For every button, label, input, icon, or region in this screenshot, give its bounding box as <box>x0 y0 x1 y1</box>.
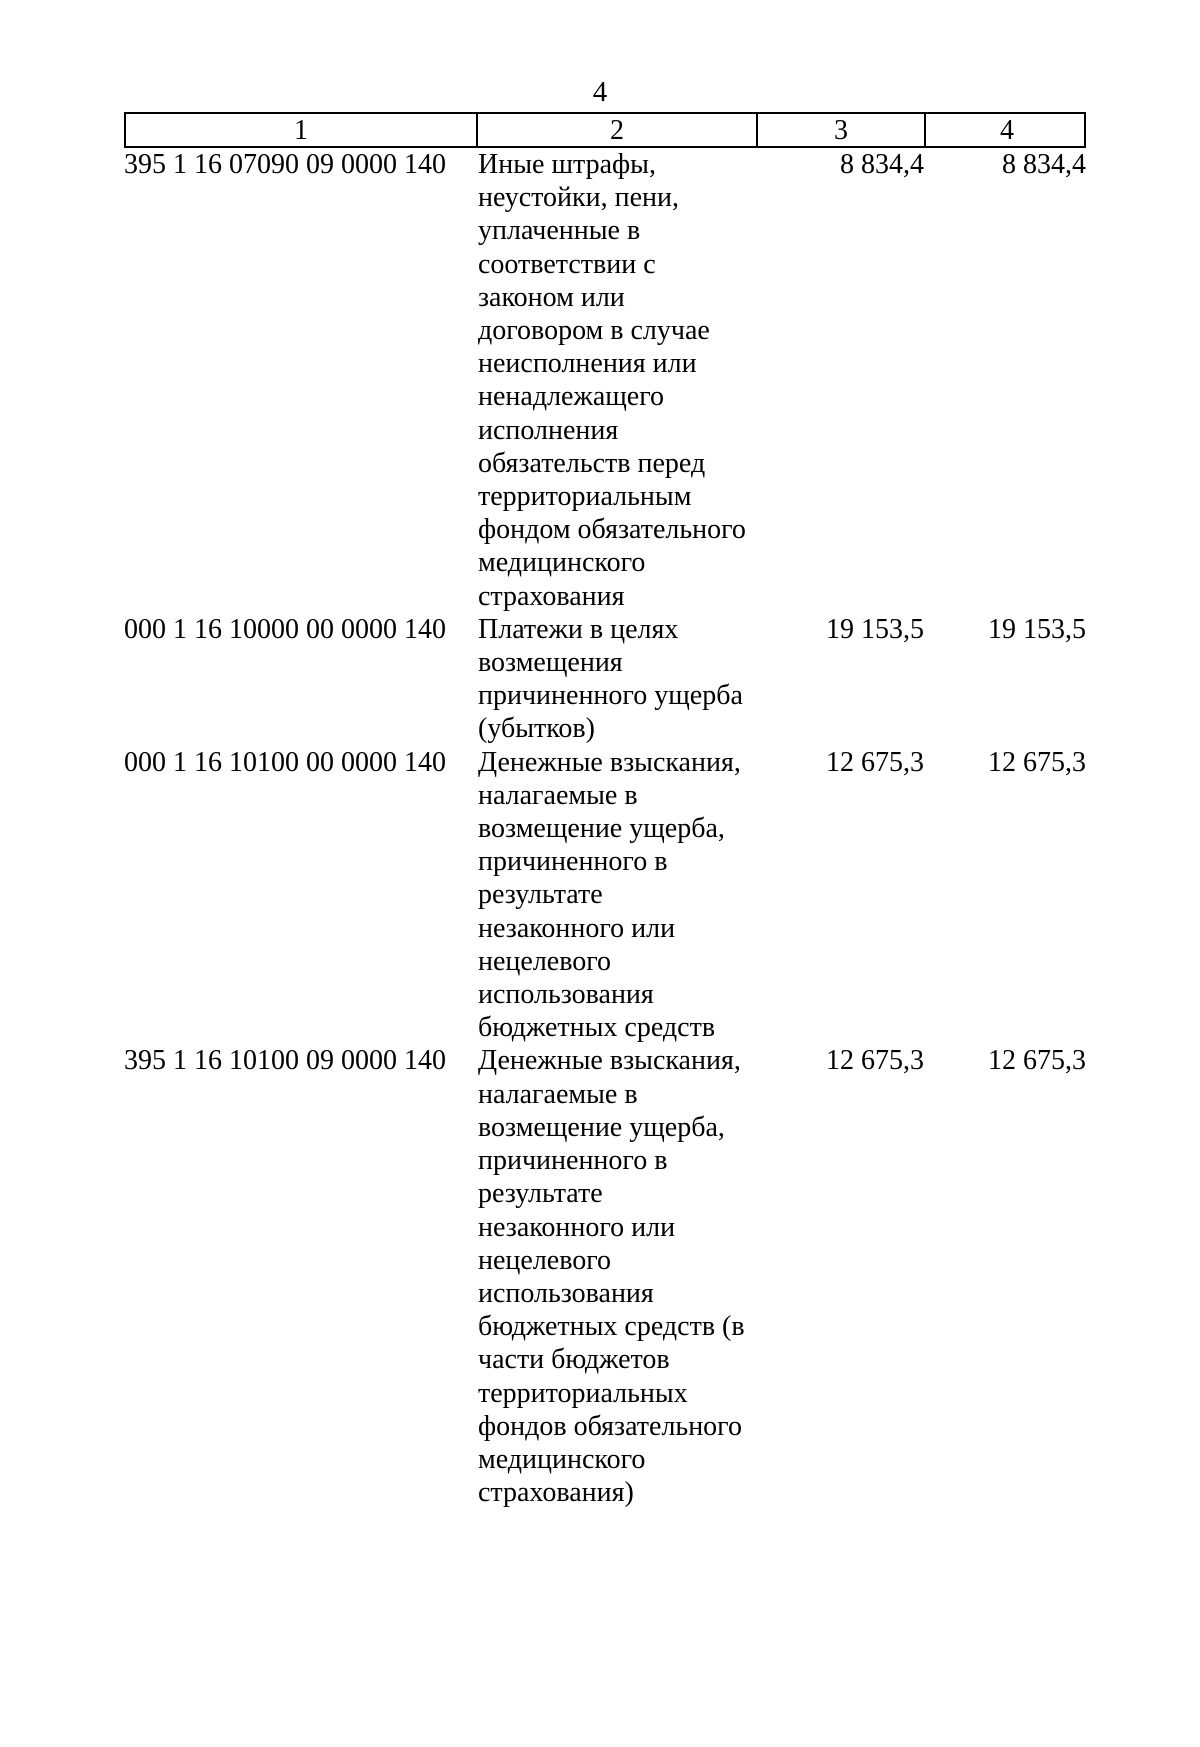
row-value-col3: 8 834,4 <box>840 149 924 180</box>
row-value-col3: 19 153,5 <box>826 613 924 645</box>
budget-table <box>124 112 1086 1509</box>
row-code: 000 1 16 10000 00 0000 140 <box>124 613 446 645</box>
row-code: 395 1 16 07090 09 0000 140 <box>124 149 446 180</box>
header-col-2: 2 <box>478 114 758 147</box>
row-name: Денежные взыскания, налагаемые в возмещение ущерба, причиненного в результате незаконного или нецелевого использования бюджетных средств (в части бюджетов территориальных фондов обязательного медицинского страхования) <box>478 1045 745 1509</box>
row-value-col4: 12 675,3 <box>988 1045 1086 1077</box>
row-name: Денежные взыскания, налагаемые в возмещение ущерба, причиненного в результате незаконного или нецелевого использования бюджетных средств <box>478 746 741 1044</box>
row-name: Иные штрафы, неустойки, пени, уплаченные в соответствии с законом или договором в случае неисполнения или ненадлежащего исполнения обязательств перед территориальным фондом обязательного медицинского страхования <box>478 149 746 612</box>
row-name: Платежи в целях возмещения причиненного ущерба (убытков) <box>478 613 743 745</box>
table-row <box>124 746 1086 1045</box>
table-row <box>124 148 1086 613</box>
page-number: 4 <box>592 76 608 108</box>
header-col-4: 4 <box>1000 115 1014 146</box>
row-value-col3: 12 675,3 <box>826 1045 924 1077</box>
header-col-1: 1 <box>126 114 478 147</box>
row-value-col3: 12 675,3 <box>826 746 924 778</box>
row-value-col4: 12 675,3 <box>988 746 1086 778</box>
row-code: 395 1 16 10100 09 0000 140 <box>124 1045 446 1077</box>
row-value-col4: 8 834,4 <box>1002 149 1086 180</box>
header-col-3: 3 <box>758 114 926 147</box>
table-row <box>124 1044 1086 1509</box>
row-value-col4: 19 153,5 <box>988 613 1086 645</box>
row-code: 000 1 16 10100 00 0000 140 <box>124 746 446 778</box>
table-row <box>124 613 1086 746</box>
table-header-row <box>124 112 1086 148</box>
